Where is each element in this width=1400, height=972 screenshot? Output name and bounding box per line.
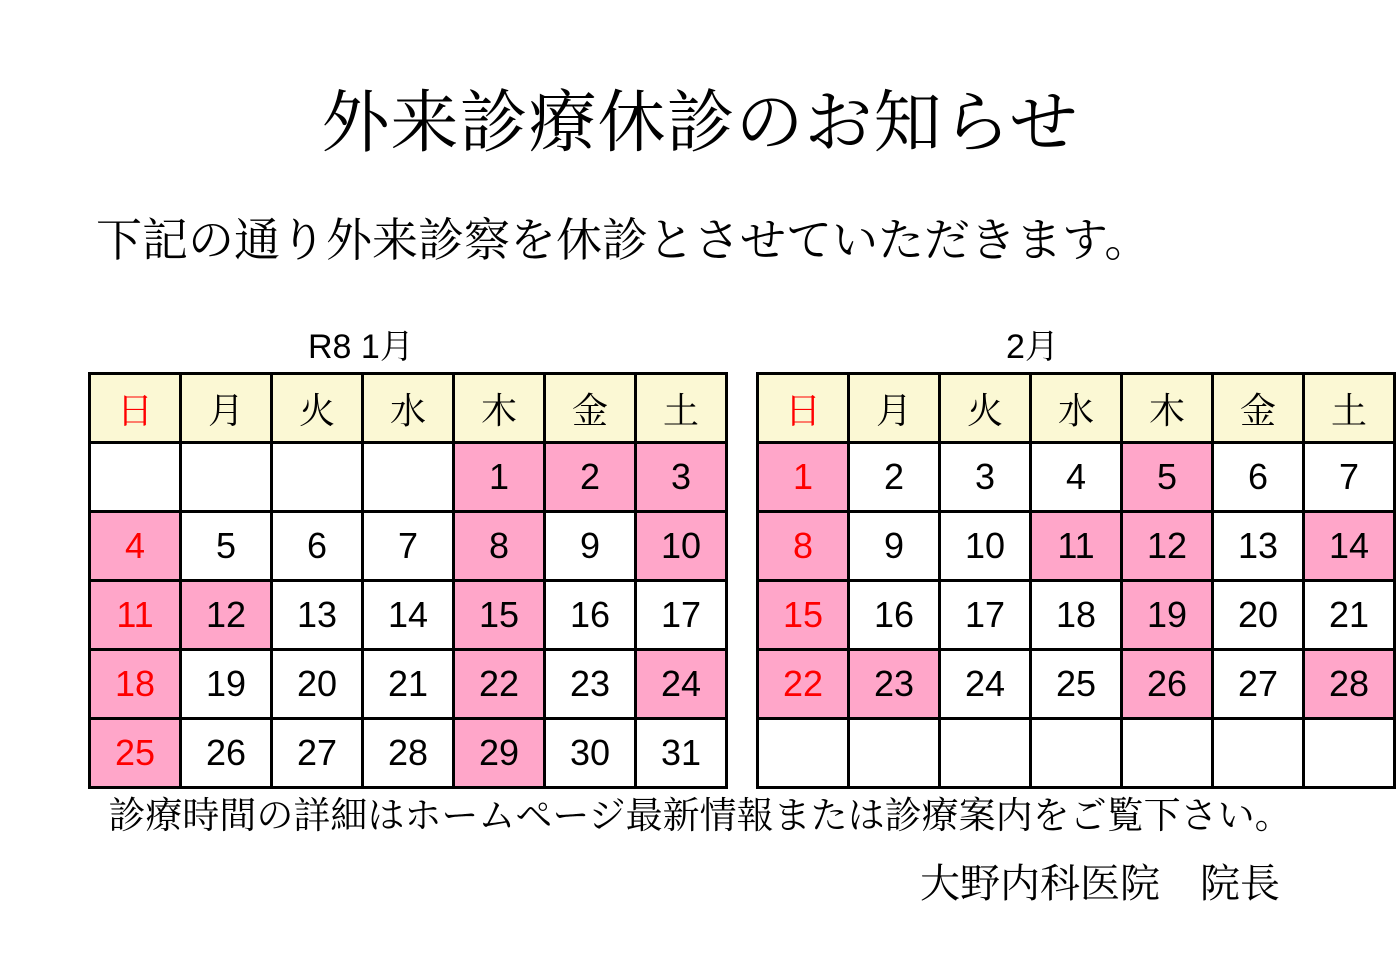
calendar-day-cell: 22 bbox=[758, 650, 849, 719]
calendar-day-cell: 5 bbox=[181, 512, 272, 581]
calendar-day-cell: 13 bbox=[1213, 512, 1304, 581]
calendar-day-cell: 20 bbox=[272, 650, 363, 719]
calendar-day-cell: 27 bbox=[1213, 650, 1304, 719]
calendar-day-cell bbox=[940, 719, 1031, 788]
calendar-week-row bbox=[90, 581, 727, 650]
calendar-day-cell: 4 bbox=[90, 512, 181, 581]
page-title: 外来診療休診のお知らせ bbox=[321, 85, 1079, 161]
calendar-day-cell: 31 bbox=[636, 719, 727, 788]
calendar-day-cell: 16 bbox=[545, 581, 636, 650]
calendar-day-cell: 14 bbox=[363, 581, 454, 650]
calendar-day-cell: 28 bbox=[1304, 650, 1395, 719]
calendar-day-cell: 5 bbox=[1122, 443, 1213, 512]
weekday-header-feb-2: 火 bbox=[940, 374, 1031, 443]
calendar-day-cell: 9 bbox=[545, 512, 636, 581]
calendar-january bbox=[88, 330, 728, 789]
calendar-day-cell bbox=[272, 443, 363, 512]
calendar-day-cell: 1 bbox=[454, 443, 545, 512]
calendar-day-cell: 26 bbox=[1122, 650, 1213, 719]
notice-footer-note: 診療時間の詳細はホームページ最新情報または診療案内をご覧下さい。 bbox=[108, 795, 1292, 836]
calendar-day-cell: 13 bbox=[272, 581, 363, 650]
calendar-day-cell: 10 bbox=[940, 512, 1031, 581]
calendar-day-cell: 25 bbox=[1031, 650, 1122, 719]
calendar-day-cell: 15 bbox=[454, 581, 545, 650]
calendar-day-cell: 17 bbox=[940, 581, 1031, 650]
weekday-header-jan-5: 金 bbox=[545, 374, 636, 443]
calendar-day-cell: 6 bbox=[272, 512, 363, 581]
calendar-day-cell: 7 bbox=[1304, 443, 1395, 512]
weekday-header-jan-1: 月 bbox=[181, 374, 272, 443]
calendar-week-row bbox=[758, 581, 1395, 650]
calendar-day-cell: 7 bbox=[363, 512, 454, 581]
weekday-header-jan-2: 火 bbox=[272, 374, 363, 443]
calendar-day-cell: 12 bbox=[1122, 512, 1213, 581]
calendar-day-cell: 16 bbox=[849, 581, 940, 650]
weekday-header-jan-4: 木 bbox=[454, 374, 545, 443]
weekday-header-jan-6: 土 bbox=[636, 374, 727, 443]
calendar-day-cell: 1 bbox=[758, 443, 849, 512]
calendar-day-cell: 21 bbox=[363, 650, 454, 719]
calendar-day-cell: 22 bbox=[454, 650, 545, 719]
calendar-day-cell: 23 bbox=[849, 650, 940, 719]
calendar-day-cell: 25 bbox=[90, 719, 181, 788]
calendar-day-cell: 3 bbox=[940, 443, 1031, 512]
calendar-february-label: 2月 bbox=[1006, 328, 1059, 366]
calendar-day-cell: 12 bbox=[181, 581, 272, 650]
weekday-header-feb-4: 木 bbox=[1122, 374, 1213, 443]
calendar-day-cell: 21 bbox=[1304, 581, 1395, 650]
calendar-day-cell bbox=[181, 443, 272, 512]
calendar-day-cell bbox=[849, 719, 940, 788]
notice-subtitle: 下記の通り外来診察を休診とさせていただきます。 bbox=[96, 214, 1151, 267]
calendar-day-cell: 28 bbox=[363, 719, 454, 788]
calendar-day-cell bbox=[1213, 719, 1304, 788]
weekday-header-jan-3: 水 bbox=[363, 374, 454, 443]
calendar-week-row bbox=[90, 719, 727, 788]
calendar-day-cell bbox=[363, 443, 454, 512]
calendar-january-label: R8 1月 bbox=[308, 328, 414, 366]
weekday-header-feb-3: 水 bbox=[1031, 374, 1122, 443]
calendar-day-cell: 8 bbox=[758, 512, 849, 581]
calendar-week-row bbox=[90, 650, 727, 719]
calendar-day-cell: 18 bbox=[90, 650, 181, 719]
calendar-week-row bbox=[758, 650, 1395, 719]
calendar-day-cell: 4 bbox=[1031, 443, 1122, 512]
weekday-header-feb-1: 月 bbox=[849, 374, 940, 443]
calendar-day-cell bbox=[90, 443, 181, 512]
calendar-day-cell: 11 bbox=[90, 581, 181, 650]
calendar-day-cell: 26 bbox=[181, 719, 272, 788]
calendar-day-cell: 18 bbox=[1031, 581, 1122, 650]
calendar-january-table bbox=[88, 372, 728, 789]
weekday-header-feb-6: 土 bbox=[1304, 374, 1395, 443]
calendar-day-cell: 11 bbox=[1031, 512, 1122, 581]
calendar-day-cell: 30 bbox=[545, 719, 636, 788]
calendar-day-cell: 15 bbox=[758, 581, 849, 650]
weekday-header-row bbox=[758, 374, 1395, 443]
calendar-day-cell bbox=[1304, 719, 1395, 788]
calendar-day-cell: 24 bbox=[636, 650, 727, 719]
calendar-day-cell: 17 bbox=[636, 581, 727, 650]
calendar-day-cell: 27 bbox=[272, 719, 363, 788]
calendar-february-table bbox=[756, 372, 1396, 789]
calendar-day-cell: 20 bbox=[1213, 581, 1304, 650]
calendar-week-row bbox=[758, 512, 1395, 581]
calendar-february bbox=[756, 330, 1396, 789]
signature: 大野内科医院 院長 bbox=[920, 862, 1280, 906]
calendar-container bbox=[0, 330, 1400, 789]
calendar-day-cell bbox=[1122, 719, 1213, 788]
weekday-header-feb-0: 日 bbox=[758, 374, 849, 443]
calendar-day-cell: 2 bbox=[849, 443, 940, 512]
calendar-day-cell: 29 bbox=[454, 719, 545, 788]
calendar-day-cell: 2 bbox=[545, 443, 636, 512]
calendar-day-cell: 19 bbox=[1122, 581, 1213, 650]
calendar-day-cell bbox=[1031, 719, 1122, 788]
calendar-day-cell: 19 bbox=[181, 650, 272, 719]
calendar-week-row bbox=[758, 443, 1395, 512]
calendar-day-cell: 9 bbox=[849, 512, 940, 581]
weekday-header-jan-0: 日 bbox=[90, 374, 181, 443]
weekday-header-feb-5: 金 bbox=[1213, 374, 1304, 443]
weekday-header-row bbox=[90, 374, 727, 443]
calendar-week-row bbox=[90, 512, 727, 581]
calendar-week-row bbox=[90, 443, 727, 512]
calendar-day-cell: 24 bbox=[940, 650, 1031, 719]
calendar-day-cell: 14 bbox=[1304, 512, 1395, 581]
calendar-day-cell: 3 bbox=[636, 443, 727, 512]
calendar-day-cell: 23 bbox=[545, 650, 636, 719]
calendar-day-cell: 10 bbox=[636, 512, 727, 581]
calendar-day-cell: 6 bbox=[1213, 443, 1304, 512]
calendar-week-row bbox=[758, 719, 1395, 788]
calendar-day-cell bbox=[758, 719, 849, 788]
calendar-day-cell: 8 bbox=[454, 512, 545, 581]
